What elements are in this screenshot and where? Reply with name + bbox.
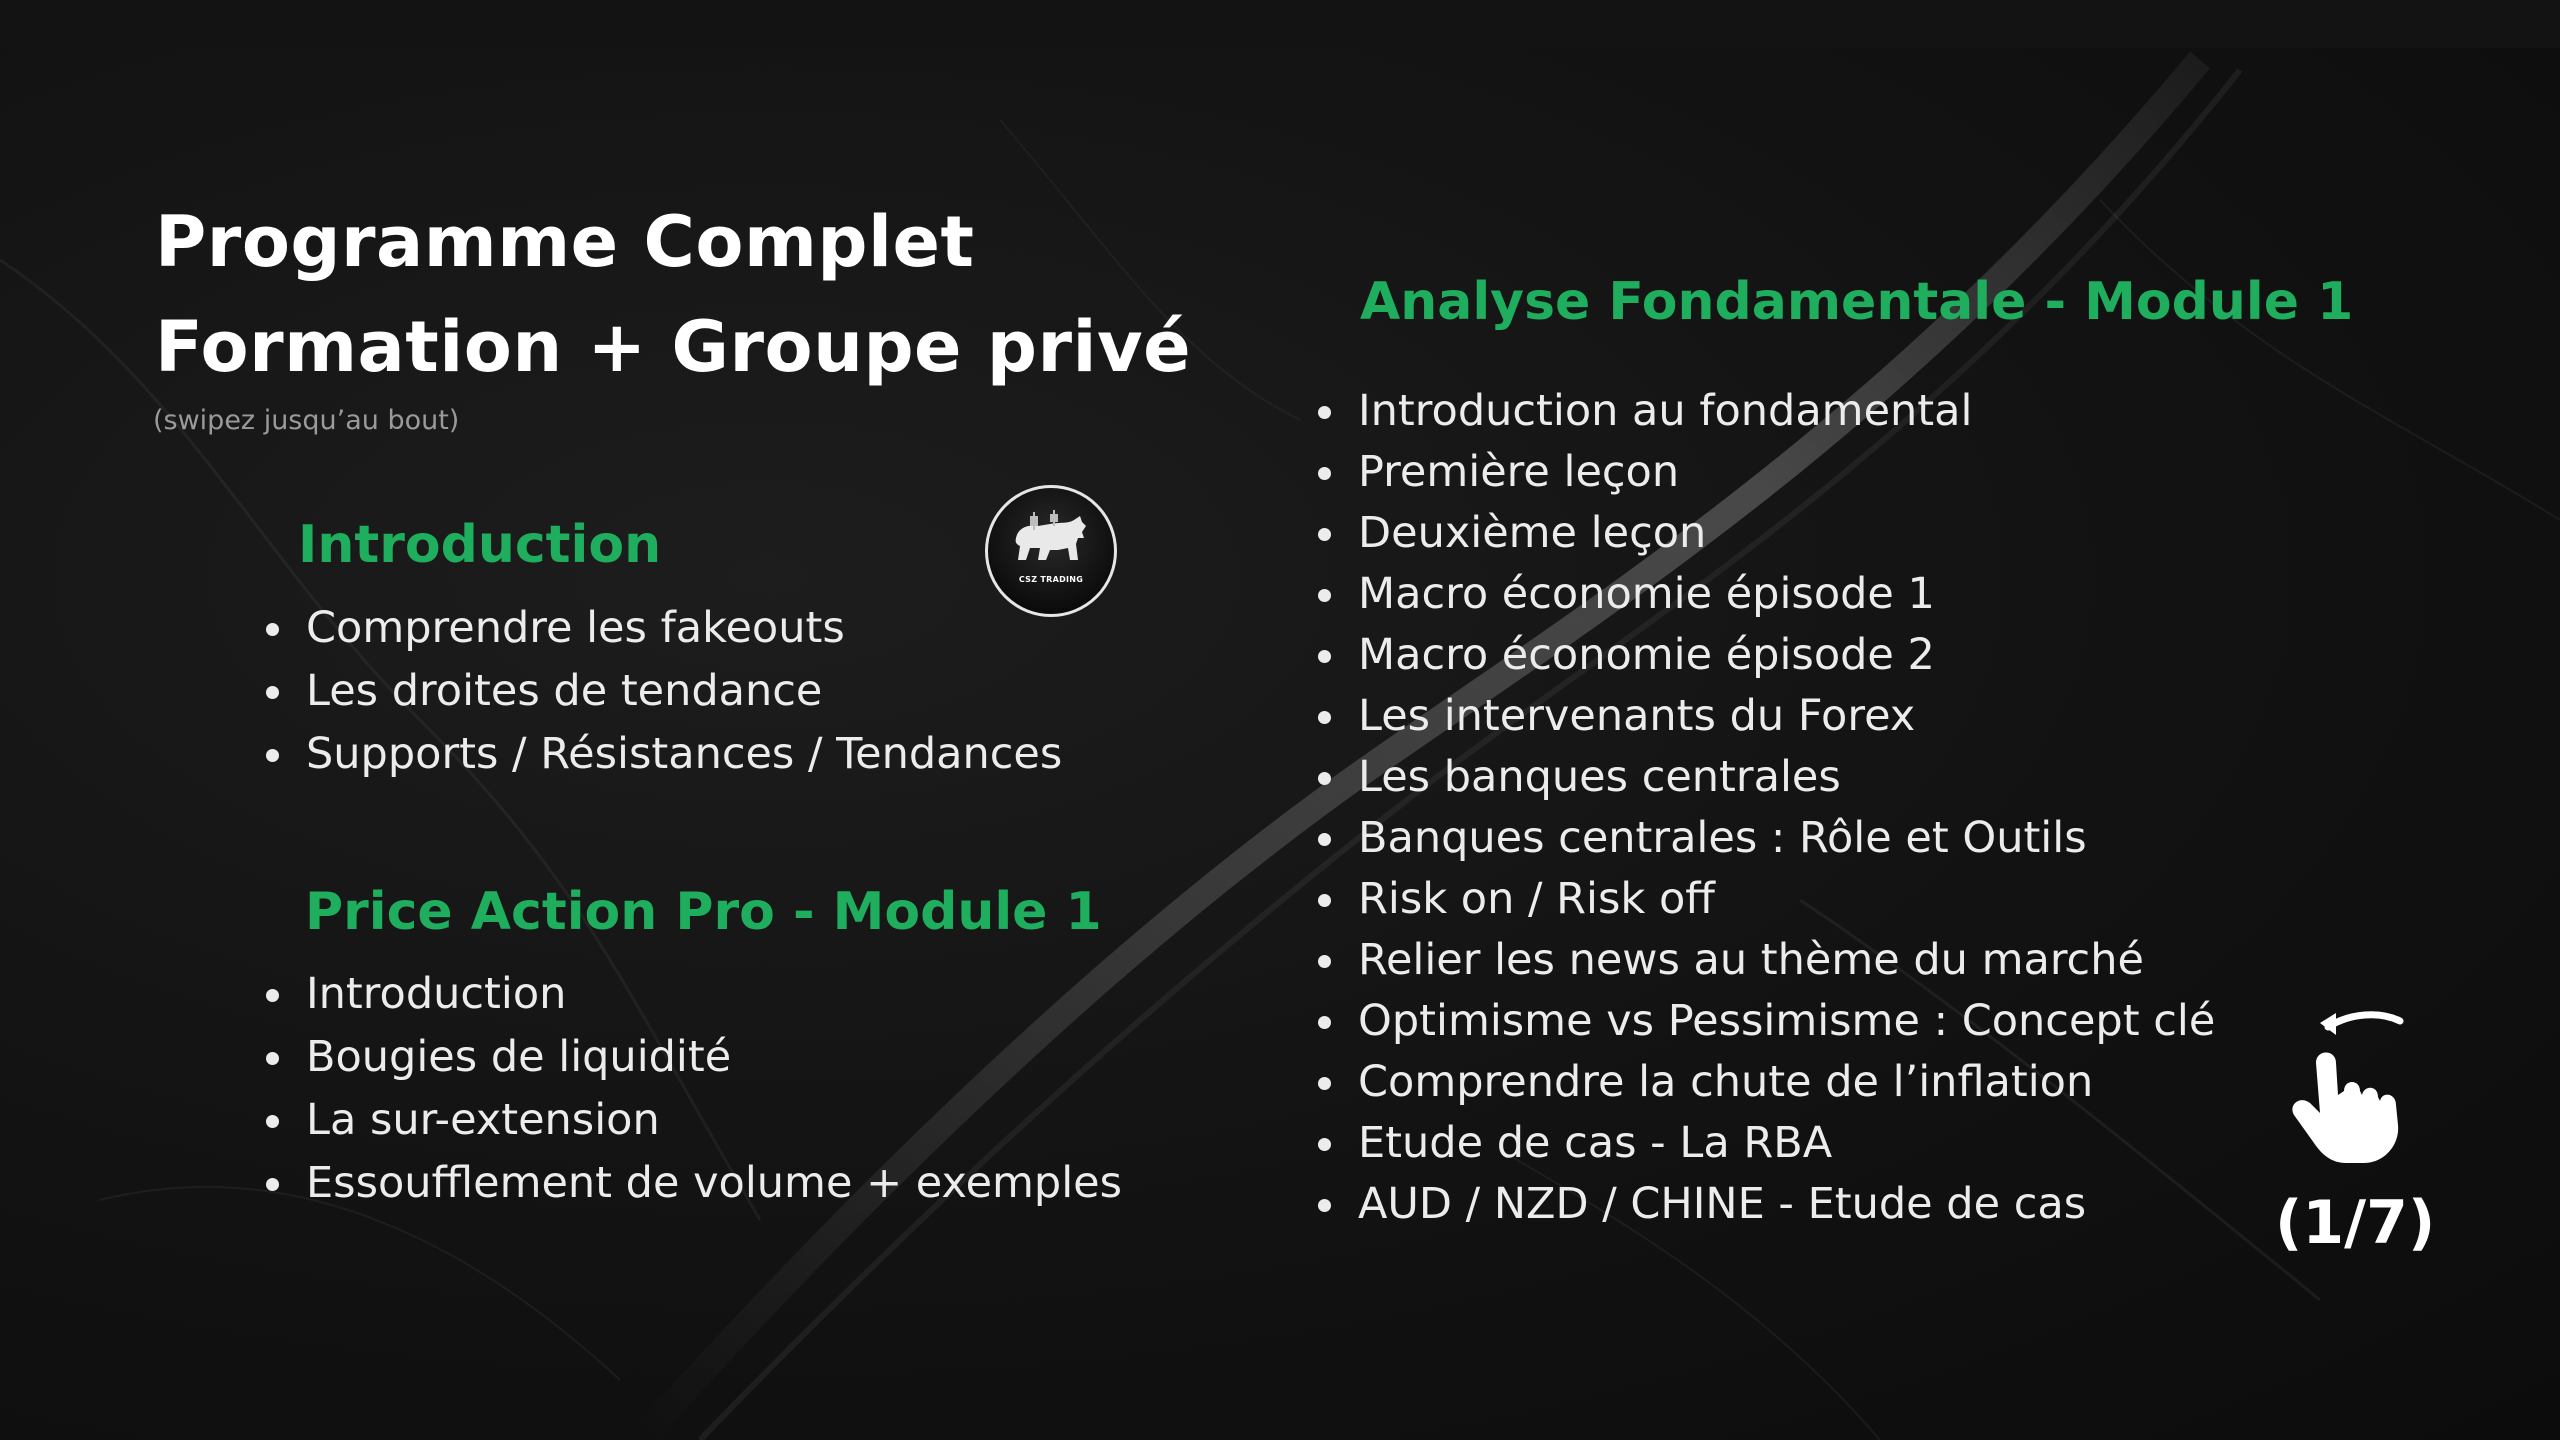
main-title <box>155 190 1191 400</box>
section-title-fondamentale: Analyse Fondamentale - Module 1 <box>1360 272 2354 332</box>
list-item-fondamentale: Macro économie épisode 2 <box>1318 625 2215 686</box>
list-price-action <box>266 963 1122 1215</box>
page-counter: (1/7) <box>2275 1188 2436 1258</box>
list-item-fondamentale: Les banques centrales <box>1318 747 2215 808</box>
list-item-fondamentale: Etude de cas - La RBA <box>1318 1113 2215 1174</box>
subtitle: (swipez jusqu’au bout) <box>153 405 460 436</box>
list-item-price-action: Introduction <box>266 963 1122 1026</box>
section-title-price-action: Price Action Pro - Module 1 <box>305 882 1102 942</box>
list-item-fondamentale: Banques centrales : Rôle et Outils <box>1318 808 2215 869</box>
list-item-fondamentale: Les intervenants du Forex <box>1318 686 2215 747</box>
list-item-fondamentale: Deuxième leçon <box>1318 503 2215 564</box>
swipe-hand-icon <box>2280 1005 2430 1165</box>
bear-icon <box>1010 508 1092 572</box>
list-fondamentale <box>1318 381 2215 1235</box>
logo-text: CSZ TRADING <box>1018 575 1084 584</box>
section-title-introduction: Introduction <box>298 515 662 575</box>
list-item-price-action: La sur-extension <box>266 1089 1122 1152</box>
list-item-fondamentale: Risk on / Risk off <box>1318 869 2215 930</box>
list-item-introduction: Supports / Résistances / Tendances <box>266 723 1062 786</box>
list-item-price-action: Essoufflement de volume + exemples <box>266 1152 1122 1215</box>
list-item-fondamentale: Comprendre la chute de l’inflation <box>1318 1052 2215 1113</box>
list-item-fondamentale: Macro économie épisode 1 <box>1318 564 2215 625</box>
list-introduction <box>266 597 1062 786</box>
list-item-fondamentale: AUD / NZD / CHINE - Etude de cas <box>1318 1174 2215 1235</box>
list-item-fondamentale: Première leçon <box>1318 442 2215 503</box>
list-item-fondamentale: Optimisme vs Pessimisme : Concept clé <box>1318 991 2215 1052</box>
main-title-line-2: Formation + Groupe privé <box>155 306 1192 388</box>
list-item-fondamentale: Introduction au fondamental <box>1318 381 2215 442</box>
main-title-line-1: Programme Complet <box>155 201 975 283</box>
list-item-introduction: Les droites de tendance <box>266 660 1062 723</box>
list-item-price-action: Bougies de liquidité <box>266 1026 1122 1089</box>
list-item-introduction: Comprendre les fakeouts <box>266 597 1062 660</box>
list-item-fondamentale: Relier les news au thème du marché <box>1318 930 2215 991</box>
